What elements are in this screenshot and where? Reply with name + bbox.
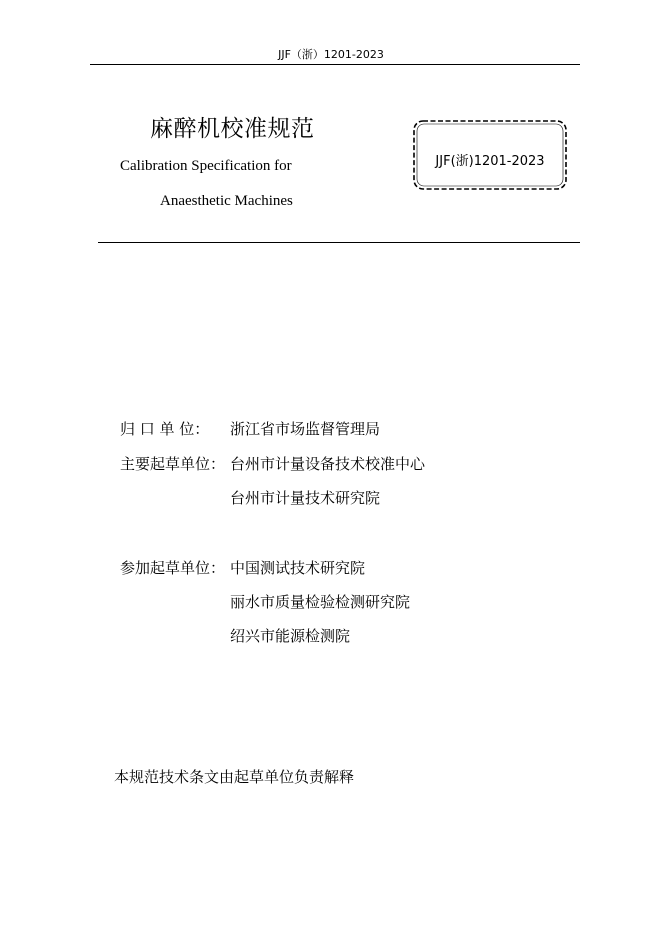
participating-drafting-unit: 中国测试技术研究院 [230, 559, 366, 577]
participating-drafting-unit: 绍兴市能源检测院 [230, 627, 351, 645]
responsible-unit-label: 归 口 单 位： [120, 420, 210, 438]
main-drafting-unit: 台州市计量技术研究院 [230, 489, 381, 507]
title-chinese: 麻醉机校准规范 [150, 116, 315, 142]
main-drafting-label: 主要起草单位： [120, 455, 226, 473]
title-divider [98, 242, 580, 243]
responsible-unit-value: 浙江省市场监督管理局 [230, 420, 381, 438]
header-divider [90, 64, 580, 65]
header-code: JJF（浙）1201-2023 [278, 48, 384, 61]
main-drafting-unit: 台州市计量设备技术校准中心 [230, 455, 426, 473]
participating-drafting-label: 参加起草单位： [120, 559, 226, 577]
stamp-code: JJF(浙)1201-2023 [435, 154, 545, 169]
interpretation-note: 本规范技术条文由起草单位负责解释 [114, 768, 355, 786]
participating-drafting-unit: 丽水市质量检验检测研究院 [230, 593, 411, 611]
title-english-line2: Anaesthetic Machines [160, 193, 293, 209]
spec-code-stamp [411, 118, 569, 192]
title-english-line1: Calibration Specification for [120, 158, 292, 174]
